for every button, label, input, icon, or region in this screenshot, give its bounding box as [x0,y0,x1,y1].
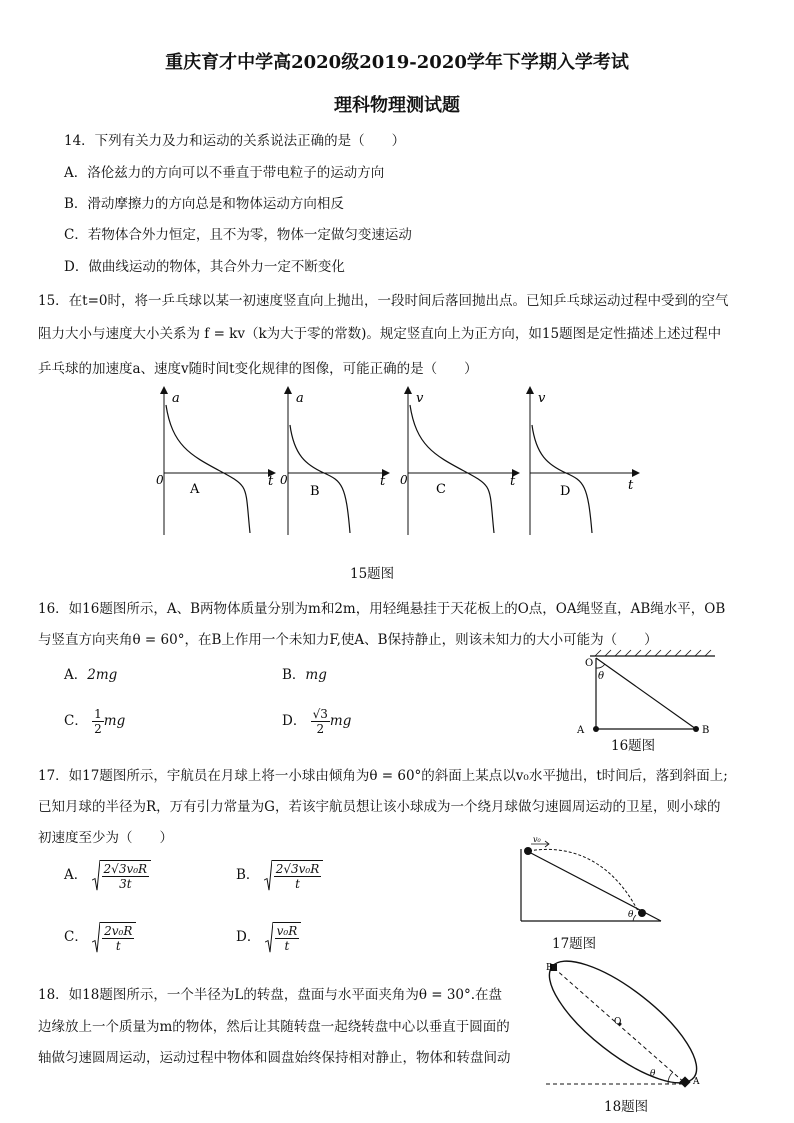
q16-label-a: A [577,725,585,736]
q16-option-a: A．2mg [64,667,118,683]
q15-t-c: t [510,474,516,489]
q17-option-b-sqrt: $\frac{\text{2√3v₀R}}{t}$ [264,860,324,891]
q16-option-d-fraction: $\frac{√3}{2}$ [312,707,328,736]
q17-option-c: C． $\frac{\text{2v₀R}}{t}$ [64,922,136,953]
q17-option-a: A． $\frac{\text{2√3v₀R}}{3t}$ [64,860,151,891]
q14-option-c: C．若物体合外力恒定，且不为零，物体一定做匀变速运动 [64,227,412,243]
q18-label-a: A [693,1077,700,1087]
q17-label-theta: θ [628,910,634,920]
q16-line2: 与竖直方向夹角θ = 60°，在B上作用一个未知力F,使A、B保持静止，则该未知力的大小可能为（ ） [38,632,658,648]
q16-option-c-fraction: $\frac{1}{2}$ [94,707,102,736]
q16-option-b: B．mg [282,667,327,683]
q15-axis-c: v [416,391,424,406]
q14-option-b: B．滑动摩擦力的方向总是和物体运动方向相反 [64,196,344,212]
q15-label-a: A [190,482,200,497]
q15-graphs-figure [150,385,650,545]
q17-ball-end [638,909,646,917]
q18-line3: 轴做匀速圆周运动，运动过程中物体和圆盘始终保持相对静止，物体和转盘间动 [38,1050,511,1066]
q16-figure [565,648,725,748]
q15-origin-c: 0 [400,473,408,487]
q15-line1: 15．在t=0时，将一乒乓球以某一初速度竖直向上抛出，一段时间后落回抛出点。已知乒乓球运动过程中受到的空气 [38,293,729,309]
q15-origin-a: 0 [156,473,164,487]
q18-block-a [679,1076,690,1087]
q17-line1: 17．如17题图所示，宇航员在月球上将一小球由倾角为θ = 60°的斜面上某点以v₀水平抛出，t时间后，落到斜面上; [38,768,728,784]
q15-t-a: t [268,474,274,489]
q18-figure [540,960,720,1090]
q16-label-theta: θ [598,671,605,682]
q15-curve-c [410,405,494,533]
q17-option-c-sqrt: $\frac{\text{2v₀R}}{t}$ [92,922,136,953]
q14-stem: 14．下列有关力及力和运动的关系说法正确的是（ ） [64,133,406,149]
q18-disk [540,960,714,1090]
q18-label-theta: θ [650,1069,656,1079]
q15-label-d: D [560,484,571,499]
q17-line3: 初速度至少为（ ） [38,830,173,846]
q17-line2: 已知月球的半径为R，万有引力常量为G，若该宇航员想让该小球成为一个绕月球做匀速圆周运动的卫星，则小球的 [38,799,721,815]
q16-label-o: O [585,658,594,669]
q16-mass-a [593,726,599,732]
q16-line1: 16．如16题图所示，A、B两物体质量分别为m和2m，用轻绳悬挂于天花板上的O点，OA绳竖直，AB绳水平，OB [38,601,726,617]
q15-axis-d: v [538,391,546,406]
q18-caption: 18题图 [604,1099,649,1115]
q15-graph-b [280,390,386,535]
q15-curve-d [532,425,592,533]
q15-curve-b [290,425,350,533]
q17-option-b: B． $\frac{\text{2√3v₀R}}{t}$ [236,860,323,891]
q18-line2: 边缘放上一个质量为m的物体，然后让其随转盘一起绕转盘中心以垂直于圆面的 [38,1019,510,1035]
q16-mass-b [693,726,699,732]
q16-caption: 16题图 [611,738,656,754]
q18-line1: 18．如18题图所示，一个半径为L的转盘，盘面与水平面夹角为θ = 30°.在盘 [38,987,503,1003]
q15-graph-a [156,390,274,535]
q15-label-b: B [310,484,320,499]
q15-axis-b: a [296,391,304,406]
q17-option-d-sqrt: $\frac{\text{v₀R}}{t}$ [265,922,302,953]
q18-label-o: O [614,1017,622,1027]
q15-t-b: t [380,474,386,489]
q17-figure [515,835,675,927]
q16-rope-ob [596,658,696,729]
q16-option-d: D． $\frac{√3}{2}$ mg [282,707,352,736]
q17-ball-start [524,847,532,855]
q15-caption: 15题图 [350,566,395,582]
q15-t-d: t [628,478,634,493]
q15-label-c: C [436,482,446,497]
q15-line3: 乒乓球的加速度a、速度v随时间t变化规律的图像，可能正确的是（ ） [38,361,478,377]
q15-line2: 阻力大小与速度大小关系为 f = kv（k为大于零的常数)。规定竖直向上为正方向，如15题图是定性描述上述过程中 [38,326,722,342]
q17-option-a-sqrt: $\frac{\text{2√3v₀R}}{3t}$ [92,860,152,891]
q15-origin-b: 0 [280,473,288,487]
q14-option-d: D．做曲线运动的物体，其合外力一定不断变化 [64,259,345,275]
q18-label-b: B [546,963,553,973]
exam-subtitle: 理科物理测试题 [334,95,460,116]
q15-graph-d [530,390,636,535]
q17-caption: 17题图 [552,936,597,952]
q17-label-v0: v₀ [533,835,541,844]
q16-option-c: C． $\frac{1}{2}$ mg [64,707,126,736]
q17-option-d: D． $\frac{\text{v₀R}}{t}$ [236,922,301,953]
q15-curve-a [166,405,250,533]
q15-axis-a: a [172,391,180,406]
q15-graph-c [400,390,516,535]
exam-title: 重庆育才中学高2020级2019-2020学年下学期入学考试 [165,52,629,73]
q14-option-a: A．洛伦兹力的方向可以不垂直于带电粒子的运动方向 [64,165,385,181]
q16-label-b: B [702,725,710,736]
